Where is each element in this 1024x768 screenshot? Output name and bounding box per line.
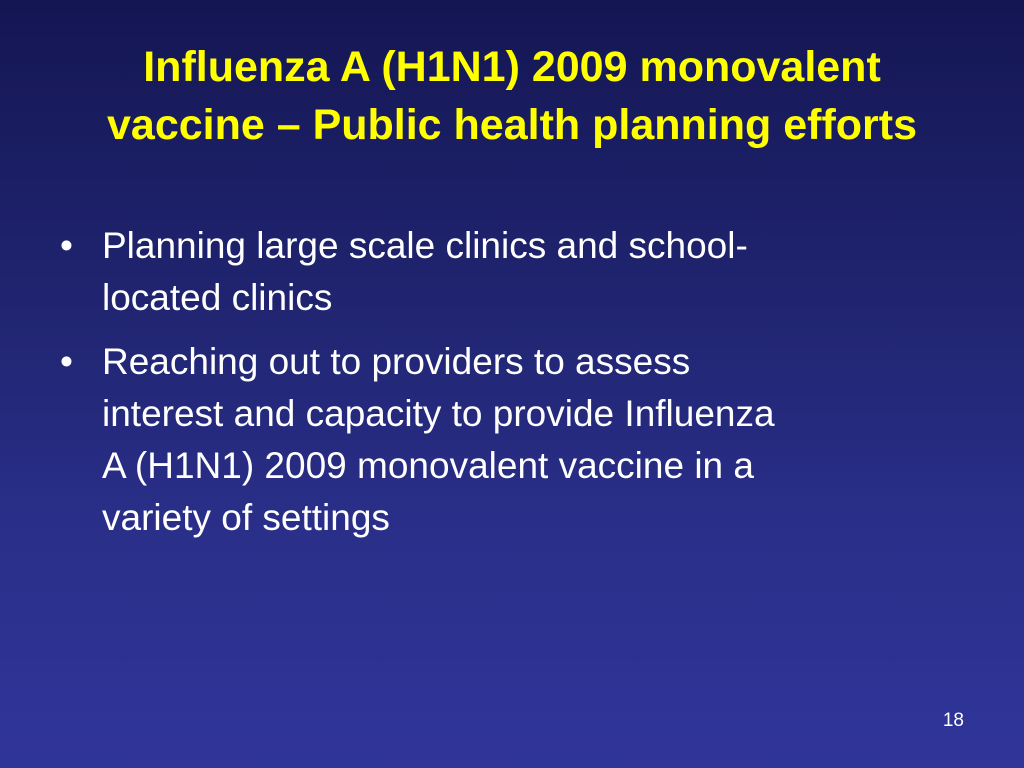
bullet-text-line: Planning large scale clinics and school- [102,225,748,266]
bullet-item [60,220,960,324]
bullet-text-line: Reaching out to providers to assess [102,341,691,382]
bullet-text-line: variety of settings [102,497,390,538]
slide-title-line: Influenza A (H1N1) 2009 monovalent [143,43,881,91]
bullet-icon: • [60,225,73,266]
bullet-list [60,220,960,556]
slide-title-line: vaccine – Public health planning efforts [106,101,917,149]
bullet-icon: • [60,341,73,382]
bullet-text-line: located clinics [102,277,333,318]
page-number: 18 [942,710,964,731]
slide-title [0,38,1024,154]
bullet-item [60,336,960,544]
bullet-text-line: interest and capacity to provide Influenza [102,393,775,434]
bullet-text-line: A (H1N1) 2009 monovalent vaccine in a [102,445,754,486]
